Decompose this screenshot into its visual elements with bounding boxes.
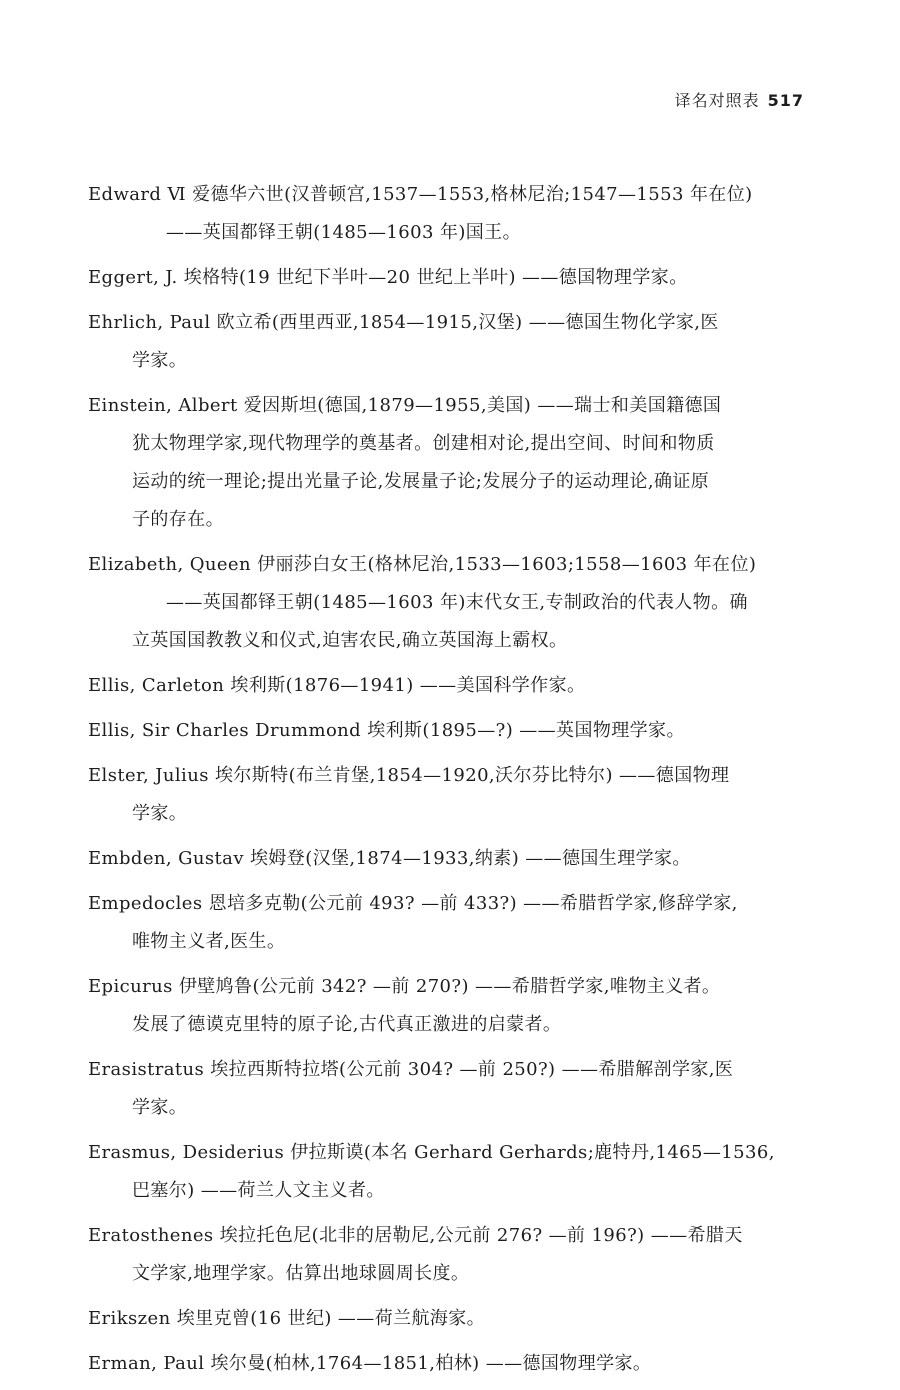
entry-line: Ellis, Sir Charles Drummond 埃利斯(1895—?) ——英国物理学家。	[88, 720, 685, 741]
glossary-entry	[88, 840, 816, 878]
glossary-entry	[88, 1134, 816, 1210]
entry-line: Elster, Julius 埃尔斯特(布兰肯堡,1854—1920,沃尔芬比特尔) ——德国物理	[88, 765, 730, 786]
entry-line: Elizabeth, Queen 伊丽莎白女王(格林尼治,1533—1603;1558—1603 年在位)	[88, 554, 757, 575]
entry-line: Empedocles 恩培多克勒(公元前 493? —前 433?) ——希腊哲学家,修辞学家,	[88, 893, 738, 914]
entry-line: 学家。	[132, 350, 188, 371]
glossary-entry	[88, 968, 816, 1044]
entry-line: 学家。	[132, 803, 188, 824]
glossary-entry	[88, 667, 816, 705]
entry-line: Edward Ⅵ 爱德华六世(汉普顿宫,1537—1553,格林尼治;1547—1553 年在位)	[88, 184, 753, 205]
entry-line: ——英国都铎王朝(1485—1603 年)末代女王,专制政治的代表人物。确	[166, 592, 748, 613]
entry-line: Embden, Gustav 埃姆登(汉堡,1874—1933,纳素) ——德国生理学家。	[88, 848, 691, 869]
entry-line: 唯物主义者,医生。	[132, 931, 286, 952]
entry-line: Ehrlich, Paul 欧立希(西里西亚,1854—1915,汉堡) ——德国生物化学家,医	[88, 312, 719, 333]
entry-line: ——英国都铎王朝(1485—1603 年)国王。	[166, 222, 521, 243]
entry-line: Einstein, Albert 爱因斯坦(德国,1879—1955,美国) ——瑞士和美国籍德国	[88, 395, 722, 416]
glossary-entry	[88, 1217, 816, 1293]
entry-line: Erikszen 埃里克曾(16 世纪) ——荷兰航海家。	[88, 1308, 486, 1329]
entry-line: Epicurus 伊壁鸠鲁(公元前 342? —前 270?) ——希腊哲学家,唯物主义者。	[88, 976, 721, 997]
entry-line: 立英国国教教义和仪式,迫害农民,确立英国海上霸权。	[132, 630, 568, 651]
entry-line: Eratosthenes 埃拉托色尼(北非的居勒尼,公元前 276? —前 196?) ——希腊天	[88, 1225, 743, 1246]
glossary-entry	[88, 304, 816, 380]
page-number: 517	[767, 91, 804, 110]
glossary-entry	[88, 1345, 816, 1383]
entry-line: 运动的统一理论;提出光量子论,发展量子论;发展分子的运动理论,确证原	[132, 471, 710, 492]
glossary-entry	[88, 1300, 816, 1338]
entry-line: 子的存在。	[132, 509, 224, 530]
glossary-entries	[88, 176, 816, 1390]
entry-line: 巴塞尔) ——荷兰人文主义者。	[132, 1180, 385, 1201]
entry-line: Erasmus, Desiderius 伊拉斯谟(本名 Gerhard Gerhards;鹿特丹,1465—1536,	[88, 1142, 775, 1163]
glossary-entry	[88, 176, 816, 252]
entry-line: 文学家,地理学家。估算出地球圆周长度。	[132, 1263, 470, 1284]
entry-line: Eggert, J. 埃格特(19 世纪下半叶—20 世纪上半叶) ——德国物理学家。	[88, 267, 688, 288]
entry-line: 学家。	[132, 1097, 188, 1118]
glossary-entry	[88, 885, 816, 961]
glossary-entry	[88, 757, 816, 833]
glossary-entry	[88, 1051, 816, 1127]
entry-line: 犹太物理学家,现代物理学的奠基者。创建相对论,提出空间、时间和物质	[132, 433, 715, 454]
glossary-entry	[88, 712, 816, 750]
entry-line: 发展了德谟克里特的原子论,古代真正激进的启蒙者。	[132, 1014, 562, 1035]
entry-line: Erasistratus 埃拉西斯特拉塔(公元前 304? —前 250?) ——希腊解剖学家,医	[88, 1059, 734, 1080]
glossary-entry	[88, 259, 816, 297]
running-header	[675, 88, 804, 111]
glossary-entry	[88, 546, 816, 660]
entry-line: Ellis, Carleton 埃利斯(1876—1941) ——美国科学作家。	[88, 675, 586, 696]
entry-line: Erman, Paul 埃尔曼(柏林,1764—1851,柏林) ——德国物理学家。	[88, 1353, 652, 1374]
header-title: 译名对照表	[674, 91, 760, 110]
glossary-entry	[88, 387, 816, 539]
